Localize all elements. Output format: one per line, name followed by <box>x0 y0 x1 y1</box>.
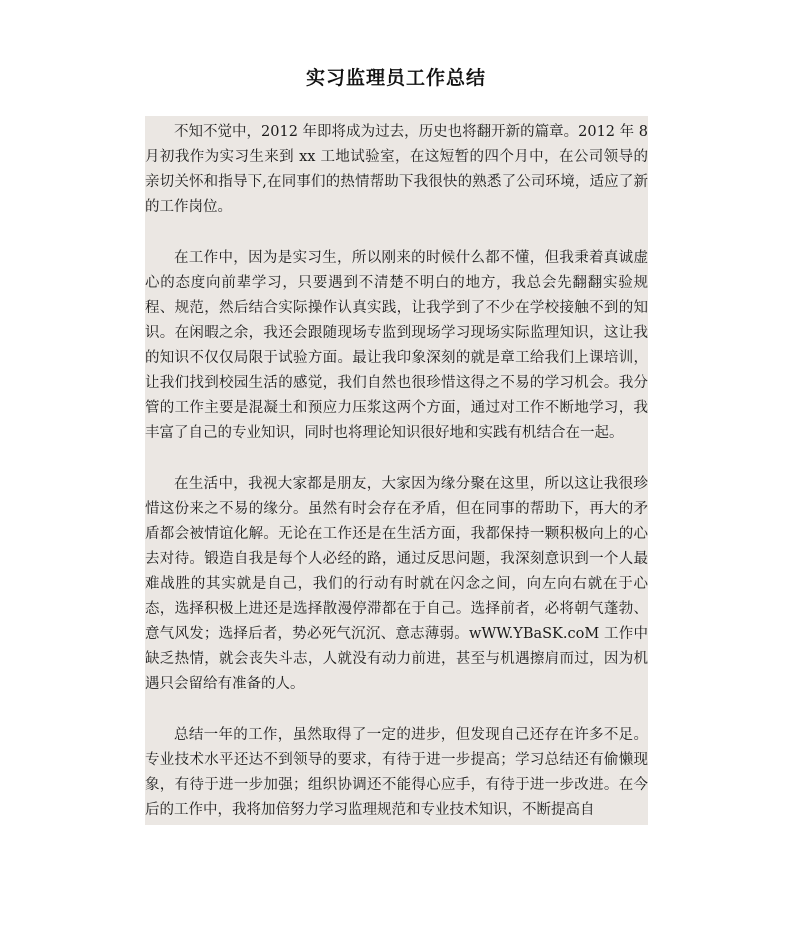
document-title: 实习监理员工作总结 <box>305 67 486 89</box>
paragraph-intro: 不知不觉中，2012 年即将成为过去，历史也将翻开新的篇章。2012 年 8 月初我作为实习生来到 xx 工地试验室，在这短暂的四个月中，在公司领导的亲切关怀和指导下,在同事们的热情帮助下我很快的熟悉了公司环境，适应了新的工作岗位。 <box>145 124 648 215</box>
document-body <box>145 116 648 825</box>
paragraph-life: 在生活中，我视大家都是朋友，大家因为缘分聚在这里，所以这让我很珍惜这份来之不易的缘分。虽然有时会存在矛盾，但在同事的帮助下，再大的矛盾都会被情谊化解。无论在工作还是在生活方面，我都保持一颗积极向上的心去对待。锻造自我是每个人必经的路，通过反思问题，我深刻意识到一个人最难战胜的其实就是自己，我们的行动有时就在闪念之间，向左向右就在于心态，选择积极上进还是选择散漫停滞都在于自己。选择前者，必将朝气蓬勃、意气风发；选择后者，势必死气沉沉、意志薄弱。wWW.YBaSK.coM 工作中缺乏热情，就会丧失斗志，人就没有动力前进，甚至与机遇擦肩而过，因为机遇只会留给有准备的人。 <box>145 476 648 692</box>
paragraph-gap <box>145 697 648 723</box>
paragraph-gap <box>145 446 648 472</box>
paragraph-work: 在工作中，因为是实习生，所以刚来的时候什么都不懂，但我秉着真诚虚心的态度向前辈学习，只要遇到不清楚不明白的地方，我总会先翻翻实验规程、规范，然后结合实际操作认真实践，让我学到了不少在学校接触不到的知识。在闲暇之余，我还会跟随现场专监到现场学习现场实际监理知识，这让我的知识不仅仅局限于试验方面。最让我印象深刻的就是章工给我们上课培训，让我们找到校园生活的感觉，我们自然也很珍惜这得之不易的学习机会。我分管的工作主要是混凝土和预应力压浆这两个方面，通过对工作不断地学习，我丰富了自己的专业知识，同时也将理论知识很好地和实践有机结合在一起。 <box>145 250 648 441</box>
paragraph-gap <box>145 220 648 246</box>
paragraph-summary: 总结一年的工作，虽然取得了一定的进步，但发现自己还存在许多不足。专业技术水平还达不到领导的要求，有待于进一步提高；学习总结还有偷懒现象，有待于进一步加强；组织协调还不能得心应手，有待于进一步改进。在今后的工作中，我将加倍努力学习监理规范和专业技术知识，不断提高自 <box>145 727 648 818</box>
